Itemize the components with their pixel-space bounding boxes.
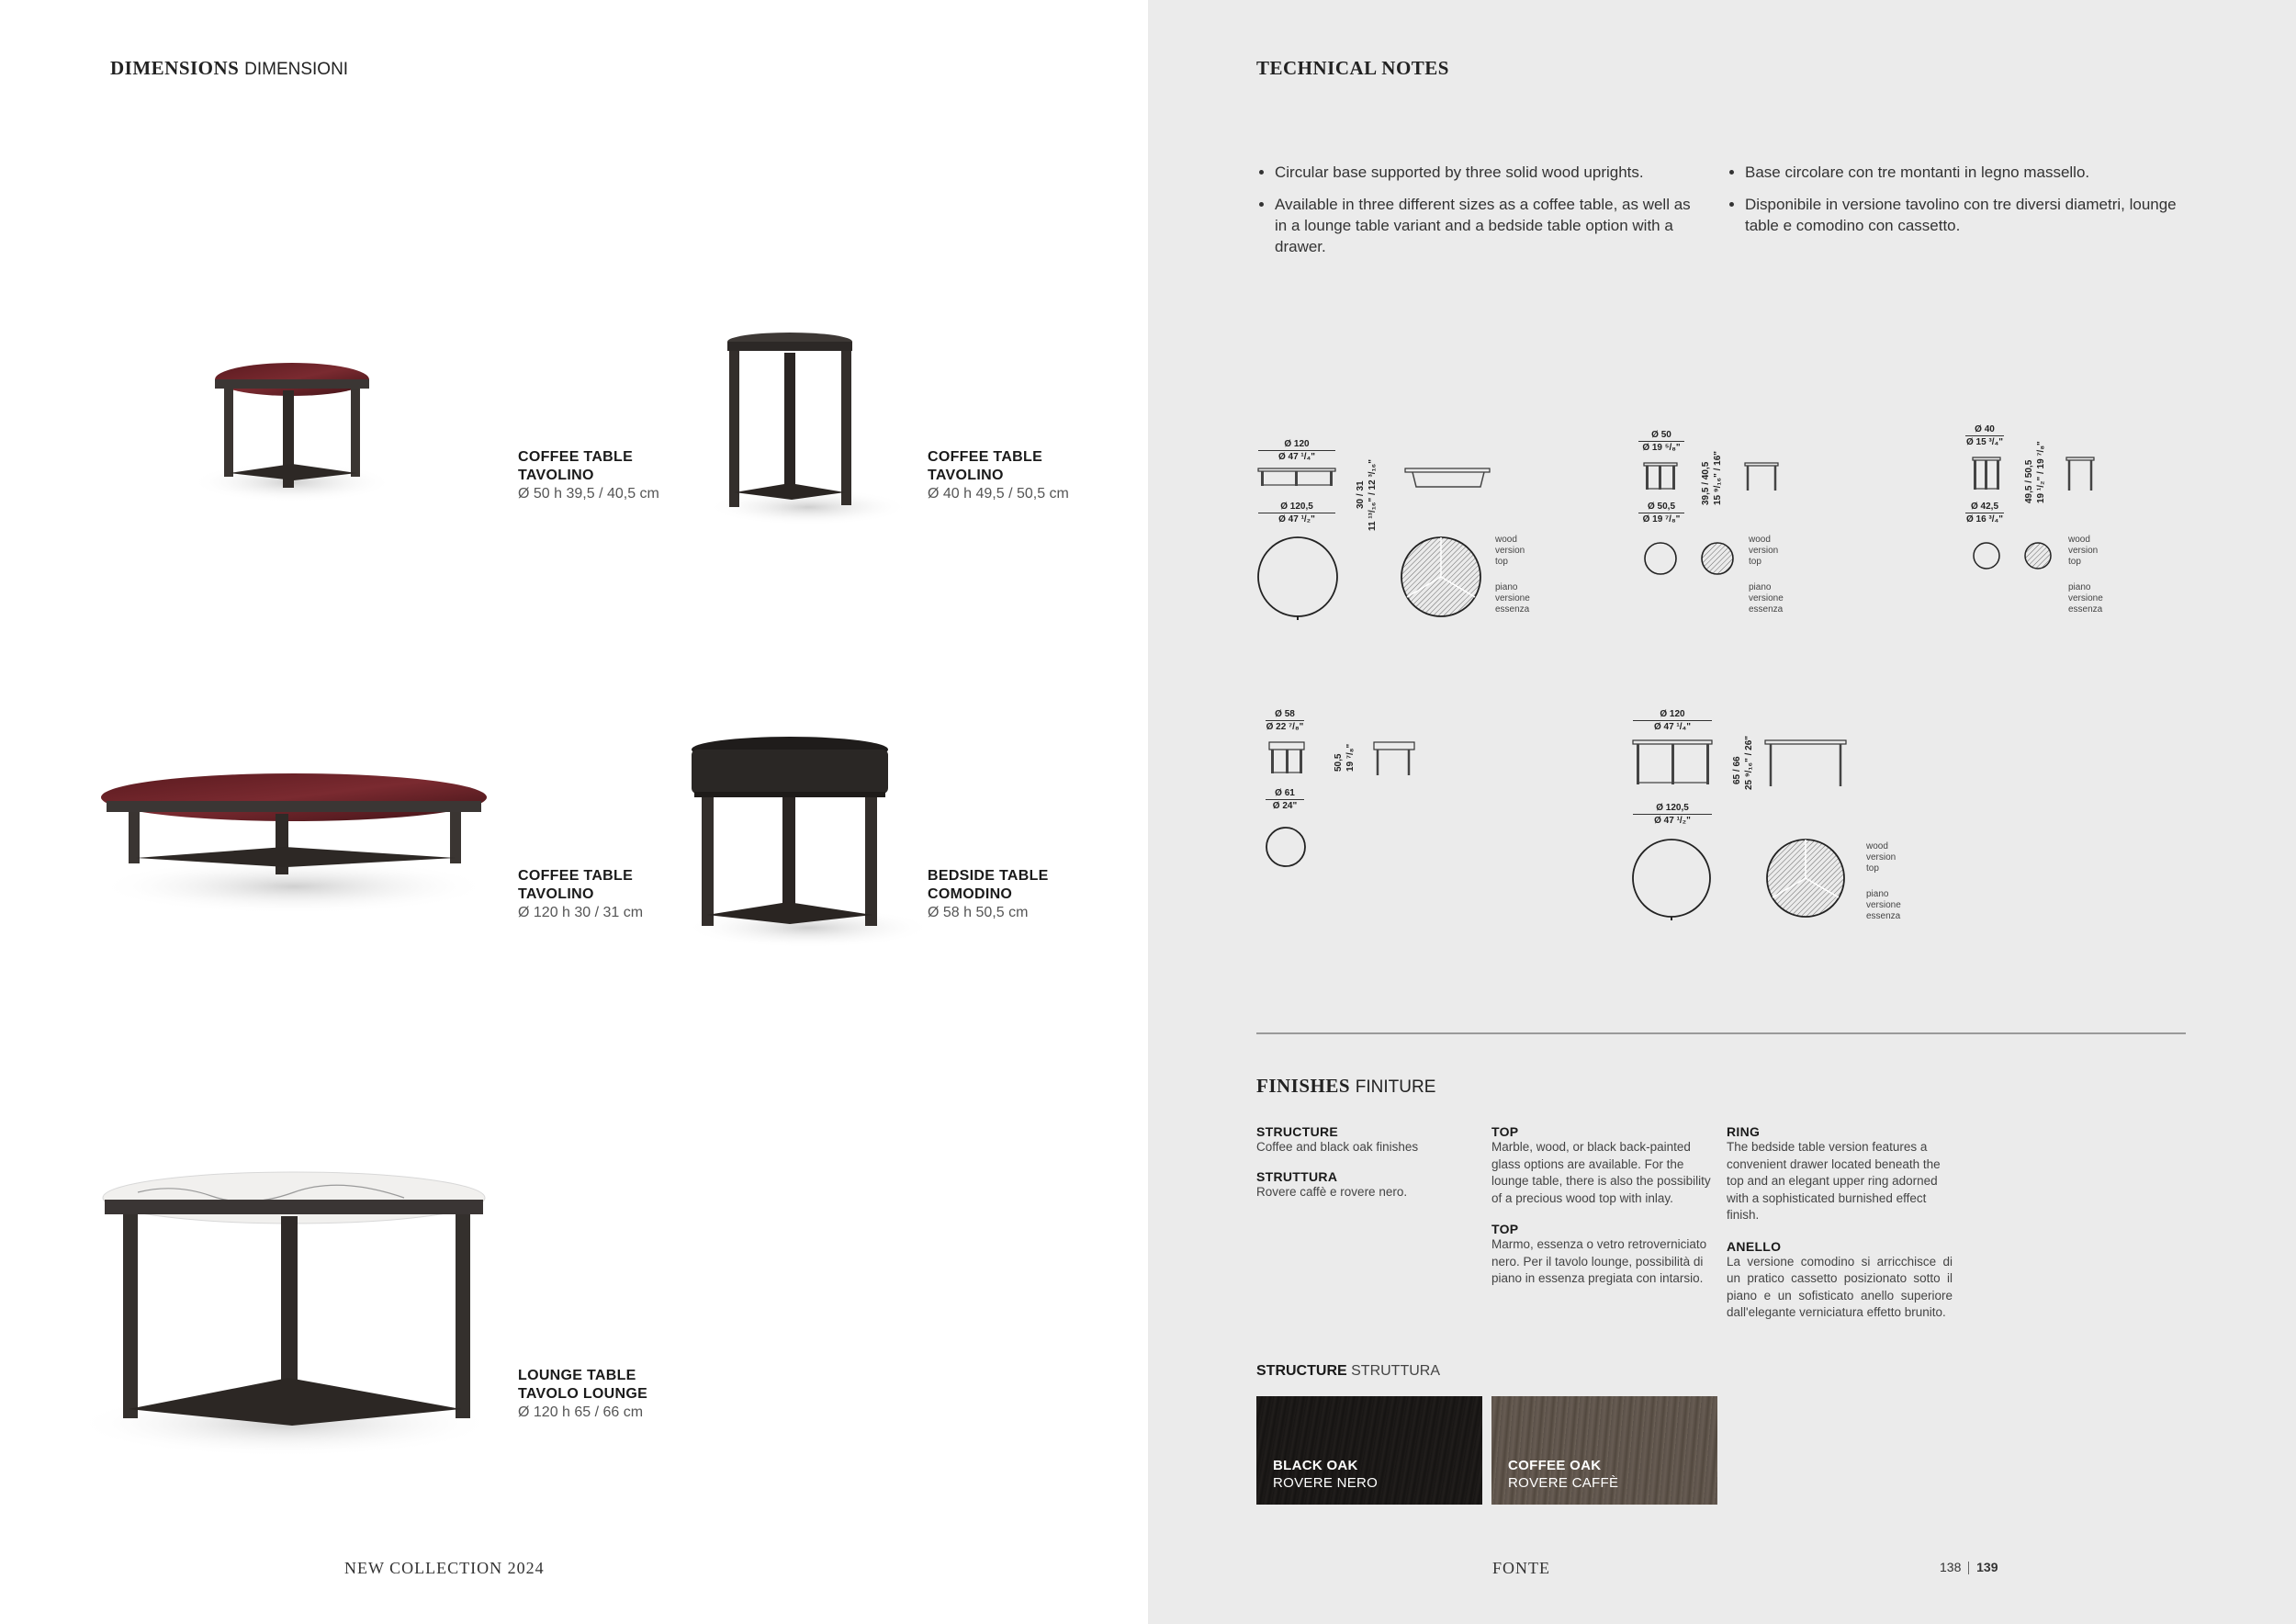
ring-text: The bedside table version features a convenient drawer located beneath the top and an elegant upper ring adorned with a sophisticated burnished effect finish. [1727, 1140, 1941, 1222]
height-cm: 50,5 [1334, 753, 1344, 772]
wood-version-caption: wood version top piano versione essenza [1495, 535, 1530, 615]
dimension-line [1965, 435, 2004, 436]
product-dimensions: Ø 40 h 49,5 / 50,5 cm [928, 486, 1069, 502]
plan-view [1642, 540, 1683, 581]
side-elevation [1267, 739, 1308, 779]
page-numbers [1940, 1560, 1998, 1574]
base-diameter-in: Ø 16 ³/₄" [1965, 514, 2004, 524]
base-diameter-in: Ø 24" [1272, 801, 1298, 811]
base-diameter-in: Ø 47 ¹/₂" [1278, 514, 1315, 524]
page-number-left: 138 [1940, 1560, 1962, 1574]
bedside-table-image [680, 735, 937, 955]
finishes-header-it: FINITURE [1355, 1077, 1436, 1097]
base-diameter-cm: Ø 120,5 [1656, 803, 1689, 813]
side-elevation-2 [1403, 467, 1495, 494]
top-diameter-cm: Ø 120 [1284, 439, 1310, 449]
swatches-header [1256, 1363, 1440, 1380]
swatch-label: COFFEE OAK ROVERE CAFFÈ [1508, 1458, 1619, 1491]
technical-drawing-coffee-40 [1964, 424, 2166, 626]
top-diameter-cm: Ø 40 [1975, 424, 1995, 434]
wood-version-caption: wood version top piano versione essenza [2068, 535, 2103, 615]
wood-top-plan-view [1400, 535, 1491, 626]
structure-heading: STRUCTURE [1256, 1124, 1339, 1139]
coffee-table-50-label [518, 448, 659, 503]
plan-view [1631, 838, 1716, 922]
dimension-line [1638, 441, 1684, 442]
finishes-header-en: FINISHES [1256, 1075, 1351, 1097]
struttura-text: Rovere caffè e rovere nero. [1256, 1184, 1408, 1199]
height-cm: 49,5 / 50,5 [2024, 459, 2034, 503]
page-number-right: 139 [1976, 1560, 1998, 1574]
dimension-line [1633, 814, 1712, 815]
technical-drawing-lounge-120 [1631, 709, 1934, 930]
top-diameter-cm: Ø 120 [1660, 709, 1685, 719]
lounge-table-image [64, 1167, 505, 1470]
product-title-it: TAVOLO LOUNGE [518, 1386, 648, 1402]
side-elevation-2 [1763, 739, 1850, 788]
technical-drawing-coffee-120 [1256, 439, 1670, 632]
top-diameter-in: Ø 47 ¹/₄" [1653, 722, 1692, 732]
swatches-header-it: STRUTTURA [1351, 1363, 1441, 1379]
dimension-line [1633, 720, 1712, 721]
coffee-table-50-image [184, 344, 404, 528]
technical-drawing-coffee-50 [1637, 430, 1839, 632]
dimension-line [1266, 720, 1304, 721]
wood-version-caption: wood version top piano versione essenza [1866, 841, 1901, 921]
swatch-coffee-oak[interactable] [1491, 1396, 1717, 1505]
technical-notes-header [1256, 57, 1449, 80]
finish-structure-column [1256, 1124, 1482, 1201]
collection-footer: NEW COLLECTION 2024 [344, 1559, 545, 1577]
top-heading: TOP [1491, 1124, 1519, 1139]
base-diameter-cm: Ø 120,5 [1280, 502, 1313, 512]
technical-notes-en [1256, 162, 1697, 268]
finishes-header [1256, 1075, 1435, 1098]
note-item: • Base circolare con tre montanti in legno massello. [1745, 162, 2186, 183]
side-elevation-2 [1372, 739, 1418, 779]
product-title-it: TAVOLINO [928, 468, 1004, 483]
bedside-table-label [928, 867, 1049, 922]
plan-view [1971, 540, 2004, 573]
dimensions-header-it: DIMENSIONI [244, 60, 349, 79]
product-title-it: TAVOLINO [518, 468, 594, 483]
coffee-table-120-image [92, 772, 496, 937]
technical-notes-it [1727, 162, 2186, 247]
page-separator [1968, 1562, 1969, 1574]
side-elevation [1256, 465, 1339, 492]
coffee-table-40-label [928, 448, 1069, 503]
side-elevation [1971, 456, 2004, 494]
side-elevation [1642, 461, 1683, 494]
side-elevation-2 [1743, 461, 1784, 494]
product-title-it: TAVOLINO [518, 886, 594, 902]
top-diameter-cm: Ø 58 [1275, 709, 1295, 719]
dimensions-header [110, 57, 348, 80]
base-diameter-cm: Ø 50,5 [1647, 502, 1676, 512]
product-title-en: COFFEE TABLE [928, 449, 1043, 465]
finish-ring-column [1727, 1124, 1953, 1322]
coffee-table-40-image [707, 331, 909, 533]
note-item: • Disponibile in versione tavolino con tre diversi diametri, lounge table e comodino con cassetto. [1745, 194, 2186, 236]
plan-view [1264, 825, 1310, 871]
height-in: 19 ¹/₂" / 19 ⁷/₈" [2036, 441, 2046, 503]
height-in: 15 ⁹/₁₆" / 16" [1713, 450, 1723, 505]
height-cm: 30 / 31 [1356, 480, 1366, 509]
section-divider [1256, 1032, 2186, 1034]
side-elevation-2 [2065, 456, 2098, 494]
finish-top-column [1491, 1124, 1717, 1288]
top-diameter-in: Ø 19 ⁵/₈" [1642, 443, 1681, 453]
anello-text: La versione comodino si arricchisce di un pratico cassetto posizionato sotto il piano e un sofisticato anello superiore dall'elegante verniciatura effetto brunito. [1727, 1254, 1953, 1319]
side-elevation [1631, 739, 1716, 788]
product-title-it: COMODINO [928, 886, 1013, 902]
product-name-footer: FONTE [1492, 1559, 1550, 1577]
product-dimensions: Ø 120 h 65 / 66 cm [518, 1404, 644, 1420]
swatch-black-oak[interactable] [1256, 1396, 1482, 1505]
note-item: • Available in three different sizes as a coffee table, as well as in a lounge table variant and a bedside table option with a drawer. [1275, 194, 1697, 257]
top-diameter-in: Ø 47 ¹/₄" [1277, 452, 1316, 462]
top-it-text: Marmo, essenza o vetro retroverniciato nero. Per il tavolo lounge, possibilità di piano in essenza pregiata con intarsio. [1491, 1237, 1707, 1285]
height-in: 25 ⁹/₁₆" / 26" [1744, 735, 1754, 790]
base-diameter-cm: Ø 61 [1275, 788, 1295, 798]
struttura-heading: STRUTTURA [1256, 1168, 1338, 1184]
dimensions-header-en: DIMENSIONS [110, 57, 240, 79]
dimension-line [1258, 450, 1335, 451]
height-in: 11 ¹³/₁₆" / 12 ³/₁₆" [1367, 459, 1378, 531]
note-item: • Circular base supported by three solid wood uprights. [1275, 162, 1697, 183]
product-title-en: BEDSIDE TABLE [928, 868, 1049, 884]
coffee-table-120-label [518, 867, 643, 922]
top-diameter-in: Ø 15 ³/₄" [1965, 437, 2004, 447]
height-in: 19 ⁷/₈" [1345, 743, 1356, 772]
wood-top-plan-view [1765, 838, 1850, 922]
wood-top-plan-view [2022, 540, 2055, 573]
technical-notes-title: TECHNICAL NOTES [1256, 57, 1449, 79]
structure-text: Coffee and black oak finishes [1256, 1140, 1419, 1154]
anello-heading: ANELLO [1727, 1238, 1782, 1254]
swatch-label: BLACK OAK ROVERE NERO [1273, 1458, 1379, 1491]
top-diameter-cm: Ø 50 [1651, 430, 1671, 440]
ring-heading: RING [1727, 1124, 1761, 1139]
height-cm: 39,5 / 40,5 [1701, 461, 1711, 505]
product-dimensions: Ø 50 h 39,5 / 40,5 cm [518, 486, 659, 502]
product-title-en: LOUNGE TABLE [518, 1368, 636, 1383]
height-cm: 65 / 66 [1732, 756, 1742, 784]
top-text: Marble, wood, or black back-painted glass options are available. For the lounge table, there is also the possibility of a precious wood top with inlay. [1491, 1140, 1711, 1205]
technical-drawing-bedside-58 [1264, 709, 1447, 874]
base-diameter-cm: Ø 42,5 [1970, 502, 1999, 512]
lounge-table-label [518, 1367, 647, 1422]
product-dimensions: Ø 120 h 30 / 31 cm [518, 905, 644, 920]
plan-view [1256, 535, 1348, 626]
base-diameter-in: Ø 19 ⁷/₈" [1642, 514, 1681, 524]
top-diameter-in: Ø 22 ⁷/₈" [1266, 722, 1304, 732]
top-it-heading: TOP [1491, 1222, 1519, 1236]
base-diameter-in: Ø 47 ¹/₂" [1654, 816, 1691, 826]
wood-top-plan-view [1699, 540, 1739, 581]
product-dimensions: Ø 58 h 50,5 cm [928, 905, 1029, 920]
product-title-en: COFFEE TABLE [518, 449, 634, 465]
dimension-line [1266, 799, 1304, 800]
product-title-en: COFFEE TABLE [518, 868, 634, 884]
wood-version-caption: wood version top piano versione essenza [1749, 535, 1784, 615]
swatches-header-en: STRUCTURE [1256, 1363, 1347, 1379]
